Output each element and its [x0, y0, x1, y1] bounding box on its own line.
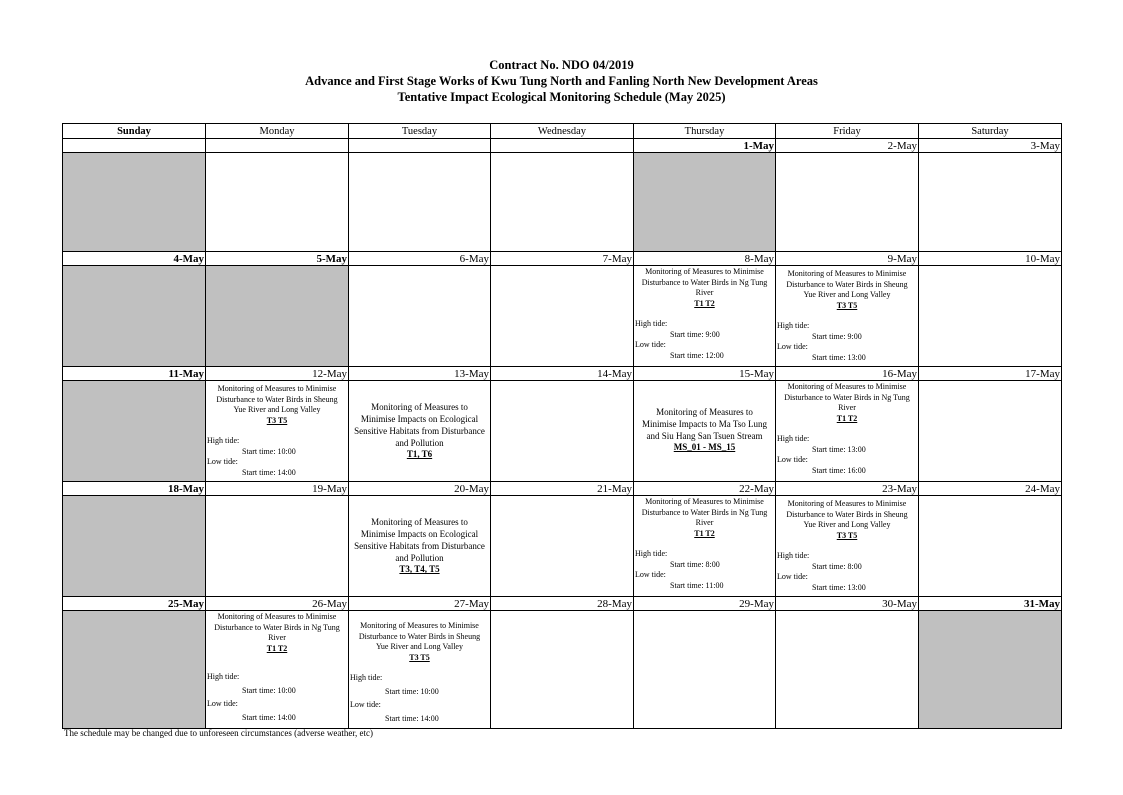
day-cell	[349, 381, 491, 482]
footnote: The schedule may be changed due to unforeseen circumstances (adverse weather, etc)	[64, 728, 373, 738]
day-cell	[491, 153, 634, 252]
day-cell	[634, 153, 776, 252]
day-cell	[63, 381, 206, 482]
event-title: Monitoring of Measures to Minimise Disturbance to Water Birds in Sheung Yue River and Long Valley	[216, 384, 338, 414]
date-cell: 28-May	[491, 597, 634, 611]
transect-code: T3, T4, T5	[399, 564, 440, 574]
low-tide-label: Low tide:	[635, 570, 666, 579]
day-cell	[491, 496, 634, 597]
date-cell: 3-May	[919, 139, 1062, 153]
date-cell: 21-May	[491, 482, 634, 496]
low-tide-time: Start time: 11:00	[670, 580, 724, 590]
week-row	[63, 266, 1062, 367]
date-cell: 25-May	[63, 597, 206, 611]
low-tide-label: Low tide:	[777, 572, 808, 581]
weekday-wednesday: Wednesday	[491, 124, 634, 139]
date-cell: 26-May	[206, 597, 349, 611]
calendar-table	[62, 123, 1062, 729]
day-cell	[919, 611, 1062, 729]
transect-code: T1 T2	[836, 413, 858, 423]
low-tide-time: Start time: 14:00	[385, 713, 439, 723]
day-cell	[634, 611, 776, 729]
date-cell: 2-May	[776, 139, 919, 153]
low-tide-label: Low tide:	[350, 700, 381, 709]
date-cell: 9-May	[776, 252, 919, 266]
event-title: Monitoring of Measures to Minimise Disturbance to Water Birds in Sheung Yue River and Long Valley	[358, 621, 481, 651]
date-cell: 6-May	[349, 252, 491, 266]
date-cell: 13-May	[349, 367, 491, 381]
day-cell	[919, 381, 1062, 482]
high-tide-label: High tide:	[207, 436, 240, 445]
date-cell: 14-May	[491, 367, 634, 381]
high-tide-time: Start time: 10:00	[242, 685, 296, 695]
low-tide-time: Start time: 12:00	[670, 350, 724, 360]
date-cell: 5-May	[206, 252, 349, 266]
high-tide-time: Start time: 8:00	[812, 561, 862, 571]
transect-code: MS_01 - MS_15	[673, 442, 736, 452]
day-cell	[63, 611, 206, 729]
date-cell: 16-May	[776, 367, 919, 381]
week-row	[63, 153, 1062, 252]
date-row	[63, 367, 1062, 381]
day-cell	[63, 266, 206, 367]
transect-code: T3 T5	[836, 300, 858, 310]
date-row	[63, 597, 1062, 611]
day-cell	[776, 266, 919, 367]
day-cell	[63, 496, 206, 597]
date-cell: 24-May	[919, 482, 1062, 496]
date-cell: 18-May	[63, 482, 206, 496]
day-cell	[776, 153, 919, 252]
high-tide-label: High tide:	[635, 549, 668, 558]
week-row	[63, 611, 1062, 729]
low-tide-label: Low tide:	[777, 342, 808, 351]
low-tide-label: Low tide:	[207, 699, 238, 708]
weekday-header	[63, 124, 1062, 139]
weekday-tuesday: Tuesday	[349, 124, 491, 139]
high-tide-label: High tide:	[777, 551, 810, 560]
date-row	[63, 482, 1062, 496]
event-title: Monitoring of Measures to Minimise Impacts on Ecological Sensitive Habitats from Disturbance and Pollution	[354, 517, 485, 563]
project-title: Advance and First Stage Works of Kwu Tung North and Fanling North New Development Areas	[305, 74, 818, 88]
week-row	[63, 496, 1062, 597]
transect-code: T3 T5	[836, 530, 858, 540]
low-tide-label: Low tide:	[777, 455, 808, 464]
event-title: Monitoring of Measures to Minimise Disturbance to Water Birds in Sheung Yue River and Long Valley	[786, 499, 908, 529]
day-cell	[349, 611, 491, 729]
date-cell: 29-May	[634, 597, 776, 611]
date-cell: 17-May	[919, 367, 1062, 381]
day-cell	[919, 496, 1062, 597]
date-cell: 19-May	[206, 482, 349, 496]
high-tide-label: High tide:	[777, 434, 810, 443]
day-cell	[634, 266, 776, 367]
low-tide-time: Start time: 14:00	[242, 467, 296, 477]
day-cell	[349, 153, 491, 252]
date-cell: 22-May	[634, 482, 776, 496]
high-tide-time: Start time: 10:00	[242, 446, 296, 456]
weekday-friday: Friday	[776, 124, 919, 139]
transect-code: T1 T2	[694, 528, 715, 538]
high-tide-time: Start time: 8:00	[670, 559, 720, 569]
event-title: Monitoring of Measures to Minimise Disturbance to Water Birds in Ng Tung River	[641, 267, 768, 297]
date-row	[63, 139, 1062, 153]
low-tide-label: Low tide:	[207, 457, 238, 466]
date-cell: 12-May	[206, 367, 349, 381]
date-cell	[349, 139, 491, 153]
day-cell	[919, 153, 1062, 252]
date-row	[63, 252, 1062, 266]
high-tide-time: Start time: 13:00	[812, 444, 866, 454]
day-cell	[634, 496, 776, 597]
day-cell	[63, 153, 206, 252]
week-row	[63, 381, 1062, 482]
date-cell: 8-May	[634, 252, 776, 266]
weekday-saturday: Saturday	[919, 124, 1062, 139]
day-cell	[776, 496, 919, 597]
day-cell	[491, 611, 634, 729]
day-cell	[491, 266, 634, 367]
date-cell: 1-May	[634, 139, 776, 153]
low-tide-time: Start time: 13:00	[812, 582, 866, 592]
low-tide-time: Start time: 14:00	[242, 712, 296, 722]
transect-code: T1, T6	[406, 449, 433, 459]
day-cell	[491, 381, 634, 482]
weekday-monday: Monday	[206, 124, 349, 139]
event-title: Monitoring of Measures to Minimise Disturbance to Water Birds in Ng Tung River	[641, 497, 768, 527]
day-cell	[349, 266, 491, 367]
day-cell	[206, 496, 349, 597]
date-cell: 4-May	[63, 252, 206, 266]
high-tide-time: Start time: 9:00	[670, 329, 720, 339]
high-tide-label: High tide:	[350, 673, 383, 682]
date-cell: 23-May	[776, 482, 919, 496]
event-title: Monitoring of Measures to Minimise Impacts to Ma Tso Lung and Siu Hang San Tsuen Stream	[642, 407, 767, 441]
day-cell	[206, 266, 349, 367]
event-title: Monitoring of Measures to Minimise Disturbance to Water Birds in Sheung Yue River and Long Valley	[786, 269, 908, 299]
date-cell: 30-May	[776, 597, 919, 611]
date-cell: 20-May	[349, 482, 491, 496]
day-cell	[919, 266, 1062, 367]
weekday-thursday: Thursday	[634, 124, 776, 139]
day-cell	[776, 611, 919, 729]
date-cell: 10-May	[919, 252, 1062, 266]
date-cell: 7-May	[491, 252, 634, 266]
transect-code: T1 T2	[694, 298, 715, 308]
day-cell	[634, 381, 776, 482]
date-cell	[63, 139, 206, 153]
event-title: Monitoring of Measures to Minimise Disturbance to Water Birds in Ng Tung River	[784, 382, 910, 412]
day-cell	[206, 611, 349, 729]
schedule-title: Tentative Impact Ecological Monitoring Schedule (May 2025)	[397, 90, 726, 104]
day-cell	[349, 496, 491, 597]
date-cell: 31-May	[919, 597, 1062, 611]
day-cell	[776, 381, 919, 482]
low-tide-time: Start time: 16:00	[812, 465, 866, 475]
transect-code: T3 T5	[409, 652, 430, 662]
date-cell	[491, 139, 634, 153]
date-cell: 15-May	[634, 367, 776, 381]
event-title: Monitoring of Measures to Minimise Impacts on Ecological Sensitive Habitats from Disturbance and Pollution	[354, 402, 485, 448]
high-tide-time: Start time: 9:00	[812, 331, 862, 341]
date-cell	[206, 139, 349, 153]
low-tide-label: Low tide:	[635, 340, 666, 349]
weekday-sunday: Sunday	[63, 124, 206, 139]
contract-title: Contract No. NDO 04/2019	[489, 58, 634, 72]
event-title: Monitoring of Measures to Minimise Disturbance to Water Birds in Ng Tung River	[214, 612, 340, 642]
day-cell	[206, 381, 349, 482]
high-tide-label: High tide:	[777, 321, 810, 330]
high-tide-label: High tide:	[207, 672, 240, 681]
transect-code: T3 T5	[266, 415, 288, 425]
transect-code: T1 T2	[266, 643, 288, 653]
high-tide-time: Start time: 10:00	[385, 686, 439, 696]
low-tide-time: Start time: 13:00	[812, 352, 866, 362]
high-tide-label: High tide:	[635, 319, 668, 328]
date-cell: 11-May	[63, 367, 206, 381]
day-cell	[206, 153, 349, 252]
date-cell: 27-May	[349, 597, 491, 611]
